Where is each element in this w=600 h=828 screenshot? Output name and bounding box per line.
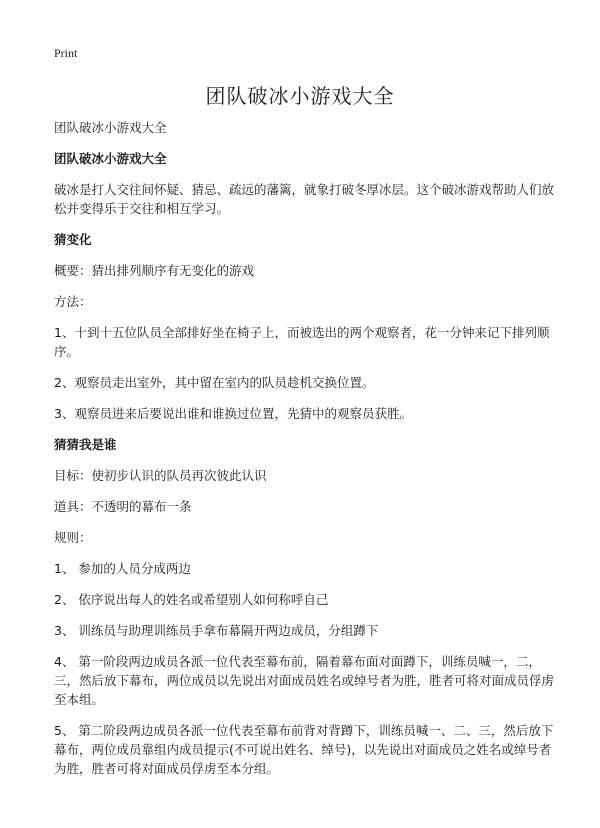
intro-paragraph: 破冰是打人交往间怀疑、猜忌、疏远的藩篱，就象打破冬厚冰层。这个破冰游戏帮助人们放松并变得乐于交往和相互学习。	[54, 182, 555, 216]
game1-step: 3、观察员进来后要说出谁和谁换过位置，先猜中的观察员获胜。	[54, 406, 412, 421]
article-body	[54, 118, 554, 790]
game1-heading: 猜变化	[54, 232, 92, 247]
page-title: 团队破冰小游戏大全	[205, 84, 395, 108]
game2-rule: 3、 训练员与助理训练员手拿布幕隔开两边成员，分组蹲下	[54, 623, 379, 638]
game1-overview: 概要：猜出排列顺序有无变化的游戏	[54, 263, 255, 278]
game2-rule: 4、 第一阶段两边成员各派一位代表至幕布前，隔着幕布面对面蹲下，训练员喊一，二，三，然后放下幕布，两位成员以先说出对面成员姓名或绰号者为胜，胜者可将对面成员俘虏至本组。	[54, 654, 555, 707]
game2-rule: 5、 第二阶段两边成员各派一位代表至幕布前背对背蹲下，训练员喊一、二、三，然后放下幕布，两位成员靠组内成员提示(不可说出姓名、绰号)，以先说出对面成员之姓名或绰号者为胜，胜者可将对面成员俘虏至本分组。	[54, 723, 554, 776]
game2-rules-label: 规则：	[54, 530, 92, 545]
game1-step: 1、十到十五位队员全部排好坐在椅子上，而被选出的两个观察者，花一分钟来记下排列顺序。	[54, 325, 550, 359]
game2-props: 道具：不透明的幕布一条	[54, 499, 192, 514]
print-link[interactable]: Print	[54, 46, 78, 60]
game2-rule: 1、 参加的人员分成两边	[54, 561, 191, 576]
section-heading: 团队破冰小游戏大全	[54, 151, 167, 166]
game2-rule: 2、 依序说出每人的姓名或希望别人如何称呼自己	[54, 592, 329, 607]
game2-heading: 猜猜我是谁	[54, 437, 117, 452]
game1-step: 2、观察员走出室外，其中留在室内的队员趁机交换位置。	[54, 375, 375, 390]
game1-method-label: 方法：	[54, 294, 92, 309]
game2-goal: 目标：使初步认识的队员再次彼此认识	[54, 468, 267, 483]
subtitle: 团队破冰小游戏大全	[54, 120, 167, 135]
